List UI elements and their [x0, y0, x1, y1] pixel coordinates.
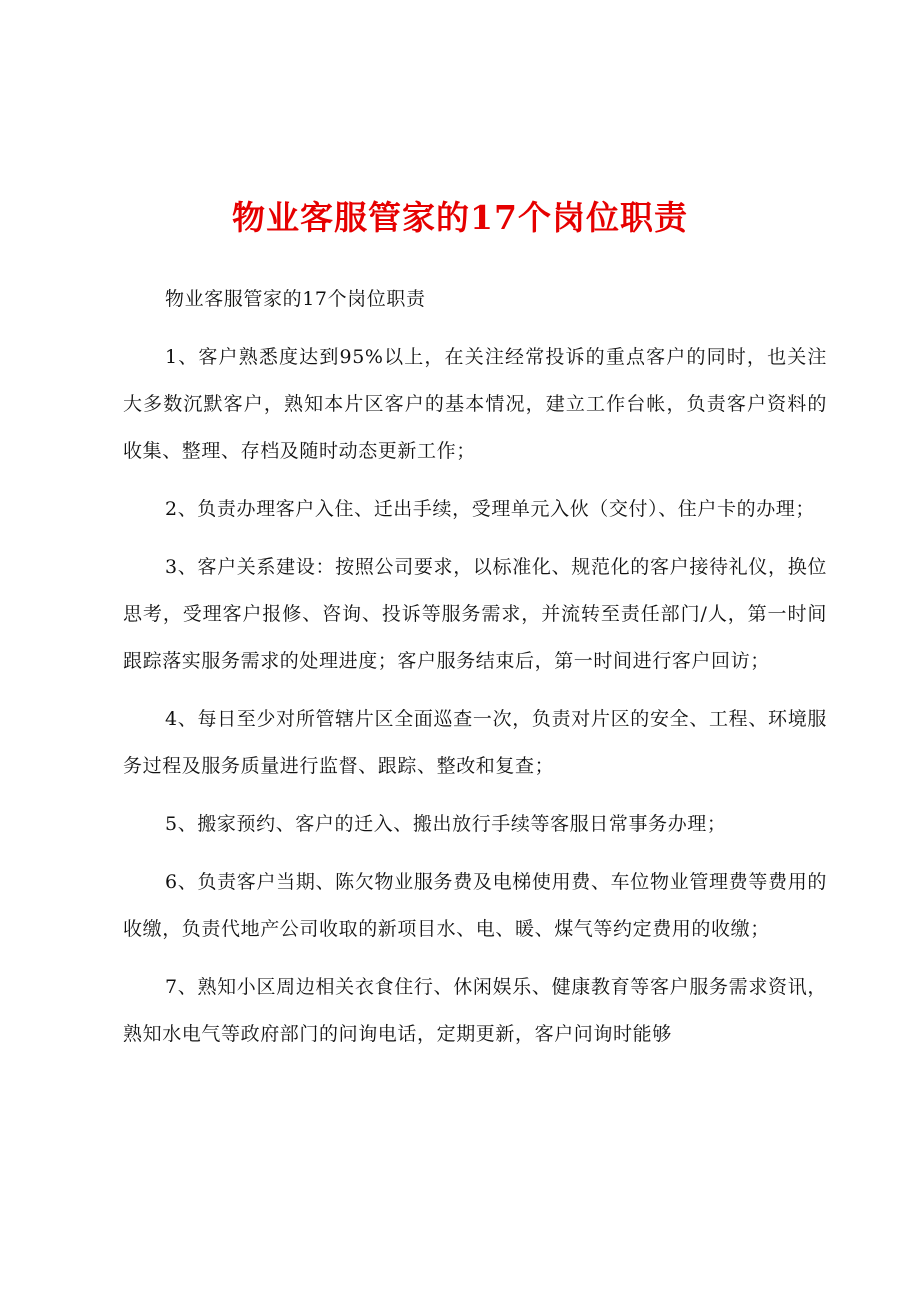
paragraph-duty-4: 4、每日至少对所管辖片区全面巡查一次，负责对片区的安全、工程、环境服务过程及服务质量进行监督、跟踪、整改和复查；	[123, 708, 827, 777]
paragraph-duty-6: 6、负责客户当期、陈欠物业服务费及电梯使用费、车位物业管理费等费用的收缴，负责代地产公司收取的新项目水、电、暖、煤气等约定费用的收缴；	[123, 871, 827, 940]
paragraph-duty-1: 1、客户熟悉度达到95%以上，在关注经常投诉的重点客户的同时，也关注大多数沉默客户，熟知本片区客户的基本情况，建立工作台帐，负责客户资料的收集、整理、存档及随时动态更新工作；	[123, 346, 827, 462]
paragraph-duty-5: 5、搬家预约、客户的迁入、搬出放行手续等客服日常事务办理；	[165, 813, 727, 835]
paragraph-duty-7: 7、熟知小区周边相关衣食住行、休闲娱乐、健康教育等客户服务需求资讯，熟知水电气等政府部门的问询电话，定期更新，客户问询时能够	[123, 976, 827, 1045]
paragraph-duty-3: 3、客户关系建设：按照公司要求，以标准化、规范化的客户接待礼仪，换位思考，受理客户报修、咨询、投诉等服务需求，并流转至责任部门/人，第一时间跟踪落实服务需求的处理进度；客户服务结束后，第一时间进行客户回访；	[123, 556, 827, 672]
document-title: 物业客服管家的17个岗位职责	[232, 198, 688, 237]
paragraph-duty-2: 2、负责办理客户入住、迁出手续，受理单元入伙（交付）、住户卡的办理；	[165, 498, 815, 520]
paragraph-subtitle: 物业客服管家的17个岗位职责	[165, 288, 426, 310]
document-body	[123, 276, 827, 1069]
